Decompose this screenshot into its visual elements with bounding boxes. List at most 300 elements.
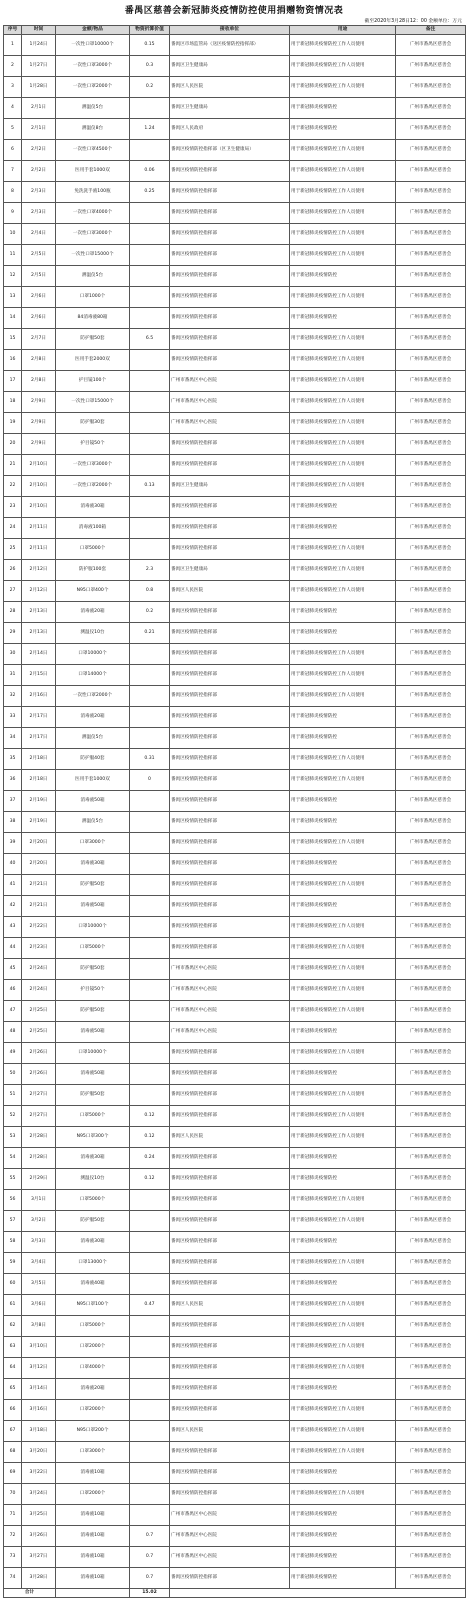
table-row [4,980,466,1001]
row-item: 消毒液50箱 [56,1064,130,1085]
table-row [4,434,466,455]
row-note: 广州市番禺区慈善会 [396,98,466,119]
row-recipient: 广州市番禺区中心医院 [170,1001,290,1022]
row-seq: 54 [4,1148,22,1169]
row-seq: 22 [4,476,22,497]
row-note: 广州市番禺区慈善会 [396,518,466,539]
row-seq: 28 [4,602,22,623]
table-row [4,518,466,539]
row-item: 口罩1000个 [56,287,130,308]
row-item: 防护服30套 [56,413,130,434]
row-use: 用于新冠肺炎疫情防控工作人员使用 [290,1316,396,1337]
row-date: 2月24日 [22,959,56,980]
page-title: 番禺区慈善会新冠肺炎疫情防控使用捐赠物资情况表 [124,6,344,16]
row-seq: 15 [4,329,22,350]
row-note: 广州市番禺区慈善会 [396,455,466,476]
row-item: 一次性口罩2000个 [56,476,130,497]
row-item: 一次性口罩4500个 [56,140,130,161]
row-use: 用于新冠肺炎疫情防控工作人员使用 [290,1358,396,1379]
row-note: 广州市番禺区慈善会 [396,1274,466,1295]
row-note: 广州市番禺区慈善会 [396,1379,466,1400]
row-recipient: 番禺区疫情防控指挥部 [170,329,290,350]
row-date: 3月12日 [22,1358,56,1379]
row-note: 广州市番禺区慈善会 [396,1484,466,1505]
row-date: 2月26日 [22,1064,56,1085]
row-value [130,686,170,707]
row-use: 用于新冠肺炎疫情防控 [290,602,396,623]
row-date: 2月2日 [22,140,56,161]
row-note: 广州市番禺区慈善会 [396,392,466,413]
row-seq: 31 [4,665,22,686]
row-note: 广州市番禺区慈善会 [396,56,466,77]
table-row [4,1358,466,1379]
row-item: 消毒液30箱 [56,497,130,518]
table-row [4,707,466,728]
row-note: 广州市番禺区慈善会 [396,245,466,266]
row-item: 消毒液10箱 [56,1505,130,1526]
row-seq: 45 [4,959,22,980]
row-date: 2月2日 [22,161,56,182]
row-item: 口罩10000个 [56,917,130,938]
table-row [4,1001,466,1022]
table-row [4,1127,466,1148]
row-value [130,1463,170,1484]
table-row [4,371,466,392]
table-row [4,98,466,119]
table-row [4,203,466,224]
row-value [130,896,170,917]
row-item: 消毒液10箱 [56,1526,130,1547]
row-item: 口罩5000个 [56,539,130,560]
row-value: 0.31 [130,749,170,770]
row-item: 消毒液10箱 [56,1568,130,1589]
row-recipient: 番禺区卫生健康局 [170,560,290,581]
table-row [4,1253,466,1274]
row-value: 0.2 [130,77,170,98]
row-date: 2月17日 [22,707,56,728]
row-seq: 29 [4,623,22,644]
row-recipient: 番禺区疫情防控指挥部 [170,812,290,833]
row-use: 用于新冠肺炎疫情防控工作人员使用 [290,1085,396,1106]
row-use: 用于新冠肺炎疫情防控工作人员使用 [290,938,396,959]
row-use: 用于新冠肺炎疫情防控工作人员使用 [290,1127,396,1148]
row-recipient: 番禺区市场监管局（送区疫情防控指挥部） [170,35,290,56]
row-seq: 60 [4,1274,22,1295]
row-value: 2.3 [130,560,170,581]
row-note: 广州市番禺区慈善会 [396,161,466,182]
row-use: 用于新冠肺炎疫情防控工作人员使用 [290,833,396,854]
row-item: 免洗洗手液100瓶 [56,182,130,203]
table-row [4,854,466,875]
row-value [130,245,170,266]
row-item: 防护服40套 [56,749,130,770]
row-value [130,1085,170,1106]
row-use: 用于新冠肺炎疫情防控工作人员使用 [290,686,396,707]
row-value: 1.24 [130,119,170,140]
row-note: 广州市番禺区慈善会 [396,1547,466,1568]
row-seq: 2 [4,56,22,77]
row-recipient: 番禺区疫情防控指挥部 [170,728,290,749]
row-date: 3月27日 [22,1547,56,1568]
row-seq: 19 [4,413,22,434]
row-value [130,1505,170,1526]
row-value [130,875,170,896]
row-seq: 16 [4,350,22,371]
row-use: 用于新冠肺炎疫情防控 [290,1064,396,1085]
row-value: 6.5 [130,329,170,350]
row-use: 用于新冠肺炎疫情防控工作人员使用 [290,161,396,182]
row-value [130,1358,170,1379]
row-note: 广州市番禺区慈善会 [396,1463,466,1484]
row-item: 消毒液30箱 [56,1148,130,1169]
row-item: 测温仪10台 [56,623,130,644]
row-date: 3月2日 [22,1211,56,1232]
row-recipient: 番禺区卫生健康局 [170,476,290,497]
row-use: 用于新冠肺炎疫情防控 [290,1505,396,1526]
row-date: 2月13日 [22,623,56,644]
row-use: 用于新冠肺炎疫情防控 [290,1148,396,1169]
row-item: 医用手套1000双 [56,770,130,791]
row-value: 0.2 [130,602,170,623]
row-recipient: 番禺区疫情防控指挥部 [170,1106,290,1127]
row-value [130,644,170,665]
table-row [4,1379,466,1400]
row-recipient: 番禺区疫情防控指挥部 [170,518,290,539]
row-use: 用于新冠肺炎疫情防控工作人员使用 [290,1442,396,1463]
row-recipient: 番禺区疫情防控指挥部 [170,686,290,707]
row-recipient: 番禺区疫情防控指挥部 [170,1043,290,1064]
table-row [4,497,466,518]
row-value: 0.7 [130,1547,170,1568]
row-date: 2月28日 [22,1127,56,1148]
row-use: 用于新冠肺炎疫情防控工作人员使用 [290,1106,396,1127]
total-value: 15.02 [130,1589,170,1598]
table-row [4,1211,466,1232]
row-recipient: 番禺区疫情防控指挥部 [170,1169,290,1190]
row-recipient: 番禺区疫情防控指挥部 [170,917,290,938]
row-value [130,791,170,812]
row-note: 广州市番禺区慈善会 [396,329,466,350]
row-seq: 50 [4,1064,22,1085]
row-date: 3月1日 [22,1190,56,1211]
row-recipient: 番禺区疫情防控指挥部 [170,623,290,644]
row-date: 3月6日 [22,1295,56,1316]
header-recipient: 接收单位 [170,26,290,35]
row-item: 消毒液100箱 [56,518,130,539]
row-recipient: 番禺区疫情防控指挥部 [170,791,290,812]
table-row [4,1337,466,1358]
row-use: 用于新冠肺炎疫情防控工作人员使用 [290,476,396,497]
row-recipient: 番禺区疫情防控指挥部 [170,1568,290,1589]
row-seq: 24 [4,518,22,539]
row-item: 防护服100套 [56,560,130,581]
row-note: 广州市番禺区慈善会 [396,539,466,560]
row-use: 用于新冠肺炎疫情防控工作人员使用 [290,1043,396,1064]
table-row [4,1190,466,1211]
row-note: 广州市番禺区慈善会 [396,917,466,938]
row-date: 2月8日 [22,371,56,392]
row-use: 用于新冠肺炎疫情防控工作人员使用 [290,1211,396,1232]
row-value [130,1253,170,1274]
row-use: 用于新冠肺炎疫情防控工作人员使用 [290,560,396,581]
row-note: 广州市番禺区慈善会 [396,665,466,686]
row-recipient: 番禺区疫情防控指挥部 [170,665,290,686]
row-note: 广州市番禺区慈善会 [396,1169,466,1190]
row-use: 用于新冠肺炎疫情防控工作人员使用 [290,1337,396,1358]
row-value [130,287,170,308]
table-row [4,1484,466,1505]
row-recipient: 番禺区疫情防控指挥部 [170,1463,290,1484]
table-row [4,1547,466,1568]
table-row [4,1274,466,1295]
row-note: 广州市番禺区慈善会 [396,1421,466,1442]
table-row [4,245,466,266]
row-date: 2月27日 [22,1106,56,1127]
row-date: 1月24日 [22,35,56,56]
row-use: 用于新冠肺炎疫情防控工作人员使用 [290,392,396,413]
row-item: 消毒液30箱 [56,854,130,875]
row-note: 广州市番禺区慈善会 [396,854,466,875]
row-seq: 26 [4,560,22,581]
row-use: 用于新冠肺炎疫情防控工作人员使用 [290,182,396,203]
row-value [130,497,170,518]
row-date: 3月26日 [22,1526,56,1547]
row-seq: 58 [4,1232,22,1253]
row-item: 消毒液20箱 [56,1379,130,1400]
row-item: 医用手套1000双 [56,161,130,182]
row-note: 广州市番禺区慈善会 [396,959,466,980]
row-recipient: 番禺区疫情防控指挥部 [170,455,290,476]
row-use: 用于新冠肺炎疫情防控工作人员使用 [290,1295,396,1316]
row-seq: 13 [4,287,22,308]
row-note: 广州市番禺区慈善会 [396,1043,466,1064]
row-recipient: 番禺区疫情防控指挥部 [170,203,290,224]
row-recipient: 番禺区人民医院 [170,581,290,602]
row-recipient: 番禺区疫情防控指挥部 [170,1379,290,1400]
row-seq: 34 [4,728,22,749]
row-use: 用于新冠肺炎疫情防控工作人员使用 [290,350,396,371]
row-recipient: 番禺区疫情防控指挥部 [170,1253,290,1274]
row-seq: 25 [4,539,22,560]
row-use: 用于新冠肺炎疫情防控工作人员使用 [290,1484,396,1505]
row-use: 用于新冠肺炎疫情防控 [290,1547,396,1568]
row-item: 测温仪5台 [56,266,130,287]
row-value [130,1421,170,1442]
row-value [130,665,170,686]
row-seq: 64 [4,1358,22,1379]
row-seq: 12 [4,266,22,287]
row-item: 护目镜100个 [56,371,130,392]
row-item: 一次性口罩4000个 [56,203,130,224]
row-use: 用于新冠肺炎疫情防控 [290,623,396,644]
row-item: 口罩5000个 [56,1316,130,1337]
row-note: 广州市番禺区慈善会 [396,287,466,308]
row-recipient: 番禺区疫情防控指挥部 [170,1484,290,1505]
row-value [130,707,170,728]
row-note: 广州市番禺区慈善会 [396,749,466,770]
row-recipient: 广州市番禺区中心医院 [170,1526,290,1547]
row-note: 广州市番禺区慈善会 [396,1253,466,1274]
table-row [4,665,466,686]
row-value: 0.13 [130,476,170,497]
row-date: 2月26日 [22,1043,56,1064]
row-date: 2月12日 [22,581,56,602]
row-value [130,1442,170,1463]
row-value [130,959,170,980]
row-note: 广州市番禺区慈善会 [396,1526,466,1547]
row-use: 用于新冠肺炎疫情防控 [290,728,396,749]
row-seq: 40 [4,854,22,875]
row-use: 用于新冠肺炎疫情防控 [290,98,396,119]
row-seq: 23 [4,497,22,518]
row-item: 一次性口罩3000个 [56,224,130,245]
row-recipient: 番禺区疫情防控指挥部 [170,644,290,665]
row-seq: 18 [4,392,22,413]
row-item: 防护服50套 [56,959,130,980]
row-recipient: 番禺区人民医院 [170,77,290,98]
row-value [130,392,170,413]
table-row [4,224,466,245]
row-seq: 57 [4,1211,22,1232]
row-seq: 5 [4,119,22,140]
row-date: 2月21日 [22,875,56,896]
table-row [4,602,466,623]
row-date: 2月18日 [22,770,56,791]
row-use: 用于新冠肺炎疫情防控工作人员使用 [290,140,396,161]
row-seq: 71 [4,1505,22,1526]
row-use: 用于新冠肺炎疫情防控 [290,266,396,287]
row-date: 2月22日 [22,917,56,938]
row-value [130,854,170,875]
row-use: 用于新冠肺炎疫情防控 [290,518,396,539]
row-use: 用于新冠肺炎疫情防控 [290,812,396,833]
row-item: 测温仪5台 [56,812,130,833]
row-value [130,203,170,224]
table-header-row [4,26,466,35]
row-value [130,140,170,161]
row-note: 广州市番禺区慈善会 [396,581,466,602]
row-item: 测温仪8台 [56,119,130,140]
row-seq: 52 [4,1106,22,1127]
row-note: 广州市番禺区慈善会 [396,371,466,392]
row-seq: 65 [4,1379,22,1400]
table-row [4,476,466,497]
row-note: 广州市番禺区慈善会 [396,140,466,161]
row-value [130,1043,170,1064]
row-recipient: 番禺区疫情防控指挥部 [170,182,290,203]
row-item: 消毒液10箱 [56,1463,130,1484]
table-row [4,1568,466,1589]
table-row [4,791,466,812]
row-value: 0.7 [130,1568,170,1589]
row-date: 2月21日 [22,896,56,917]
row-seq: 37 [4,791,22,812]
table-row [4,833,466,854]
table-row [4,875,466,896]
table-row [4,1463,466,1484]
row-recipient: 番禺区疫情防控指挥部（区卫生健康局） [170,140,290,161]
row-item: 口罩5000个 [56,1106,130,1127]
row-date: 2月9日 [22,434,56,455]
row-note: 广州市番禺区慈善会 [396,119,466,140]
table-row [4,413,466,434]
row-value [130,1211,170,1232]
row-use: 用于新冠肺炎疫情防控工作人员使用 [290,917,396,938]
row-recipient: 番禺区疫情防控指挥部 [170,245,290,266]
row-use: 用于新冠肺炎疫情防控 [290,896,396,917]
row-seq: 55 [4,1169,22,1190]
row-use: 用于新冠肺炎疫情防控 [290,854,396,875]
row-recipient: 番禺区疫情防控指挥部 [170,308,290,329]
row-seq: 33 [4,707,22,728]
table-row [4,1085,466,1106]
row-value [130,1400,170,1421]
row-item: 口罩14000个 [56,665,130,686]
row-date: 2月24日 [22,980,56,1001]
table-row [4,1505,466,1526]
row-recipient: 广州市番禺区中心医院 [170,371,290,392]
row-use: 用于新冠肺炎疫情防控工作人员使用 [290,203,396,224]
donation-table [3,25,466,1598]
table-row [4,119,466,140]
row-note: 广州市番禺区慈善会 [396,224,466,245]
table-row [4,308,466,329]
row-use: 用于新冠肺炎疫情防控 [290,119,396,140]
row-seq: 67 [4,1421,22,1442]
row-recipient: 番禺区疫情防控指挥部 [170,707,290,728]
row-use: 用于新冠肺炎疫情防控 [290,497,396,518]
row-date: 3月25日 [22,1505,56,1526]
table-row [4,35,466,56]
row-item: 消毒液50箱 [56,896,130,917]
row-date: 2月10日 [22,497,56,518]
row-use: 用于新冠肺炎疫情防控工作人员使用 [290,581,396,602]
row-recipient: 番禺区疫情防控指挥部 [170,770,290,791]
row-date: 2月13日 [22,602,56,623]
row-value [130,917,170,938]
row-note: 广州市番禺区慈善会 [396,1190,466,1211]
row-recipient: 番禺区人民医院 [170,1295,290,1316]
row-note: 广州市番禺区慈善会 [396,770,466,791]
row-recipient: 番禺区疫情防控指挥部 [170,287,290,308]
row-use: 用于新冠肺炎疫情防控 [290,1568,396,1589]
table-row [4,1232,466,1253]
row-value [130,1064,170,1085]
row-recipient: 番禺区疫情防控指挥部 [170,1400,290,1421]
row-recipient: 番禺区人民医院 [170,1127,290,1148]
row-item: 口罩10000个 [56,644,130,665]
row-recipient: 番禺区疫情防控指挥部 [170,1064,290,1085]
row-item: 医用手套2000双 [56,350,130,371]
table-row [4,140,466,161]
row-value [130,938,170,959]
row-recipient: 番禺区疫情防控指挥部 [170,1274,290,1295]
row-note: 广州市番禺区慈善会 [396,1064,466,1085]
row-item: 测温仪5台 [56,728,130,749]
row-note: 广州市番禺区慈善会 [396,980,466,1001]
row-date: 2月19日 [22,812,56,833]
row-date: 2月11日 [22,518,56,539]
row-note: 广州市番禺区慈善会 [396,1085,466,1106]
row-use: 用于新冠肺炎疫情防控 [290,1022,396,1043]
row-recipient: 广州市番禺区中心医院 [170,959,290,980]
row-item: 口罩2000个 [56,1484,130,1505]
row-note: 广州市番禺区慈善会 [396,728,466,749]
row-item: 防护服50套 [56,1001,130,1022]
table-row [4,1295,466,1316]
row-recipient: 番禺区疫情防控指挥部 [170,266,290,287]
row-note: 广州市番禺区慈善会 [396,1148,466,1169]
